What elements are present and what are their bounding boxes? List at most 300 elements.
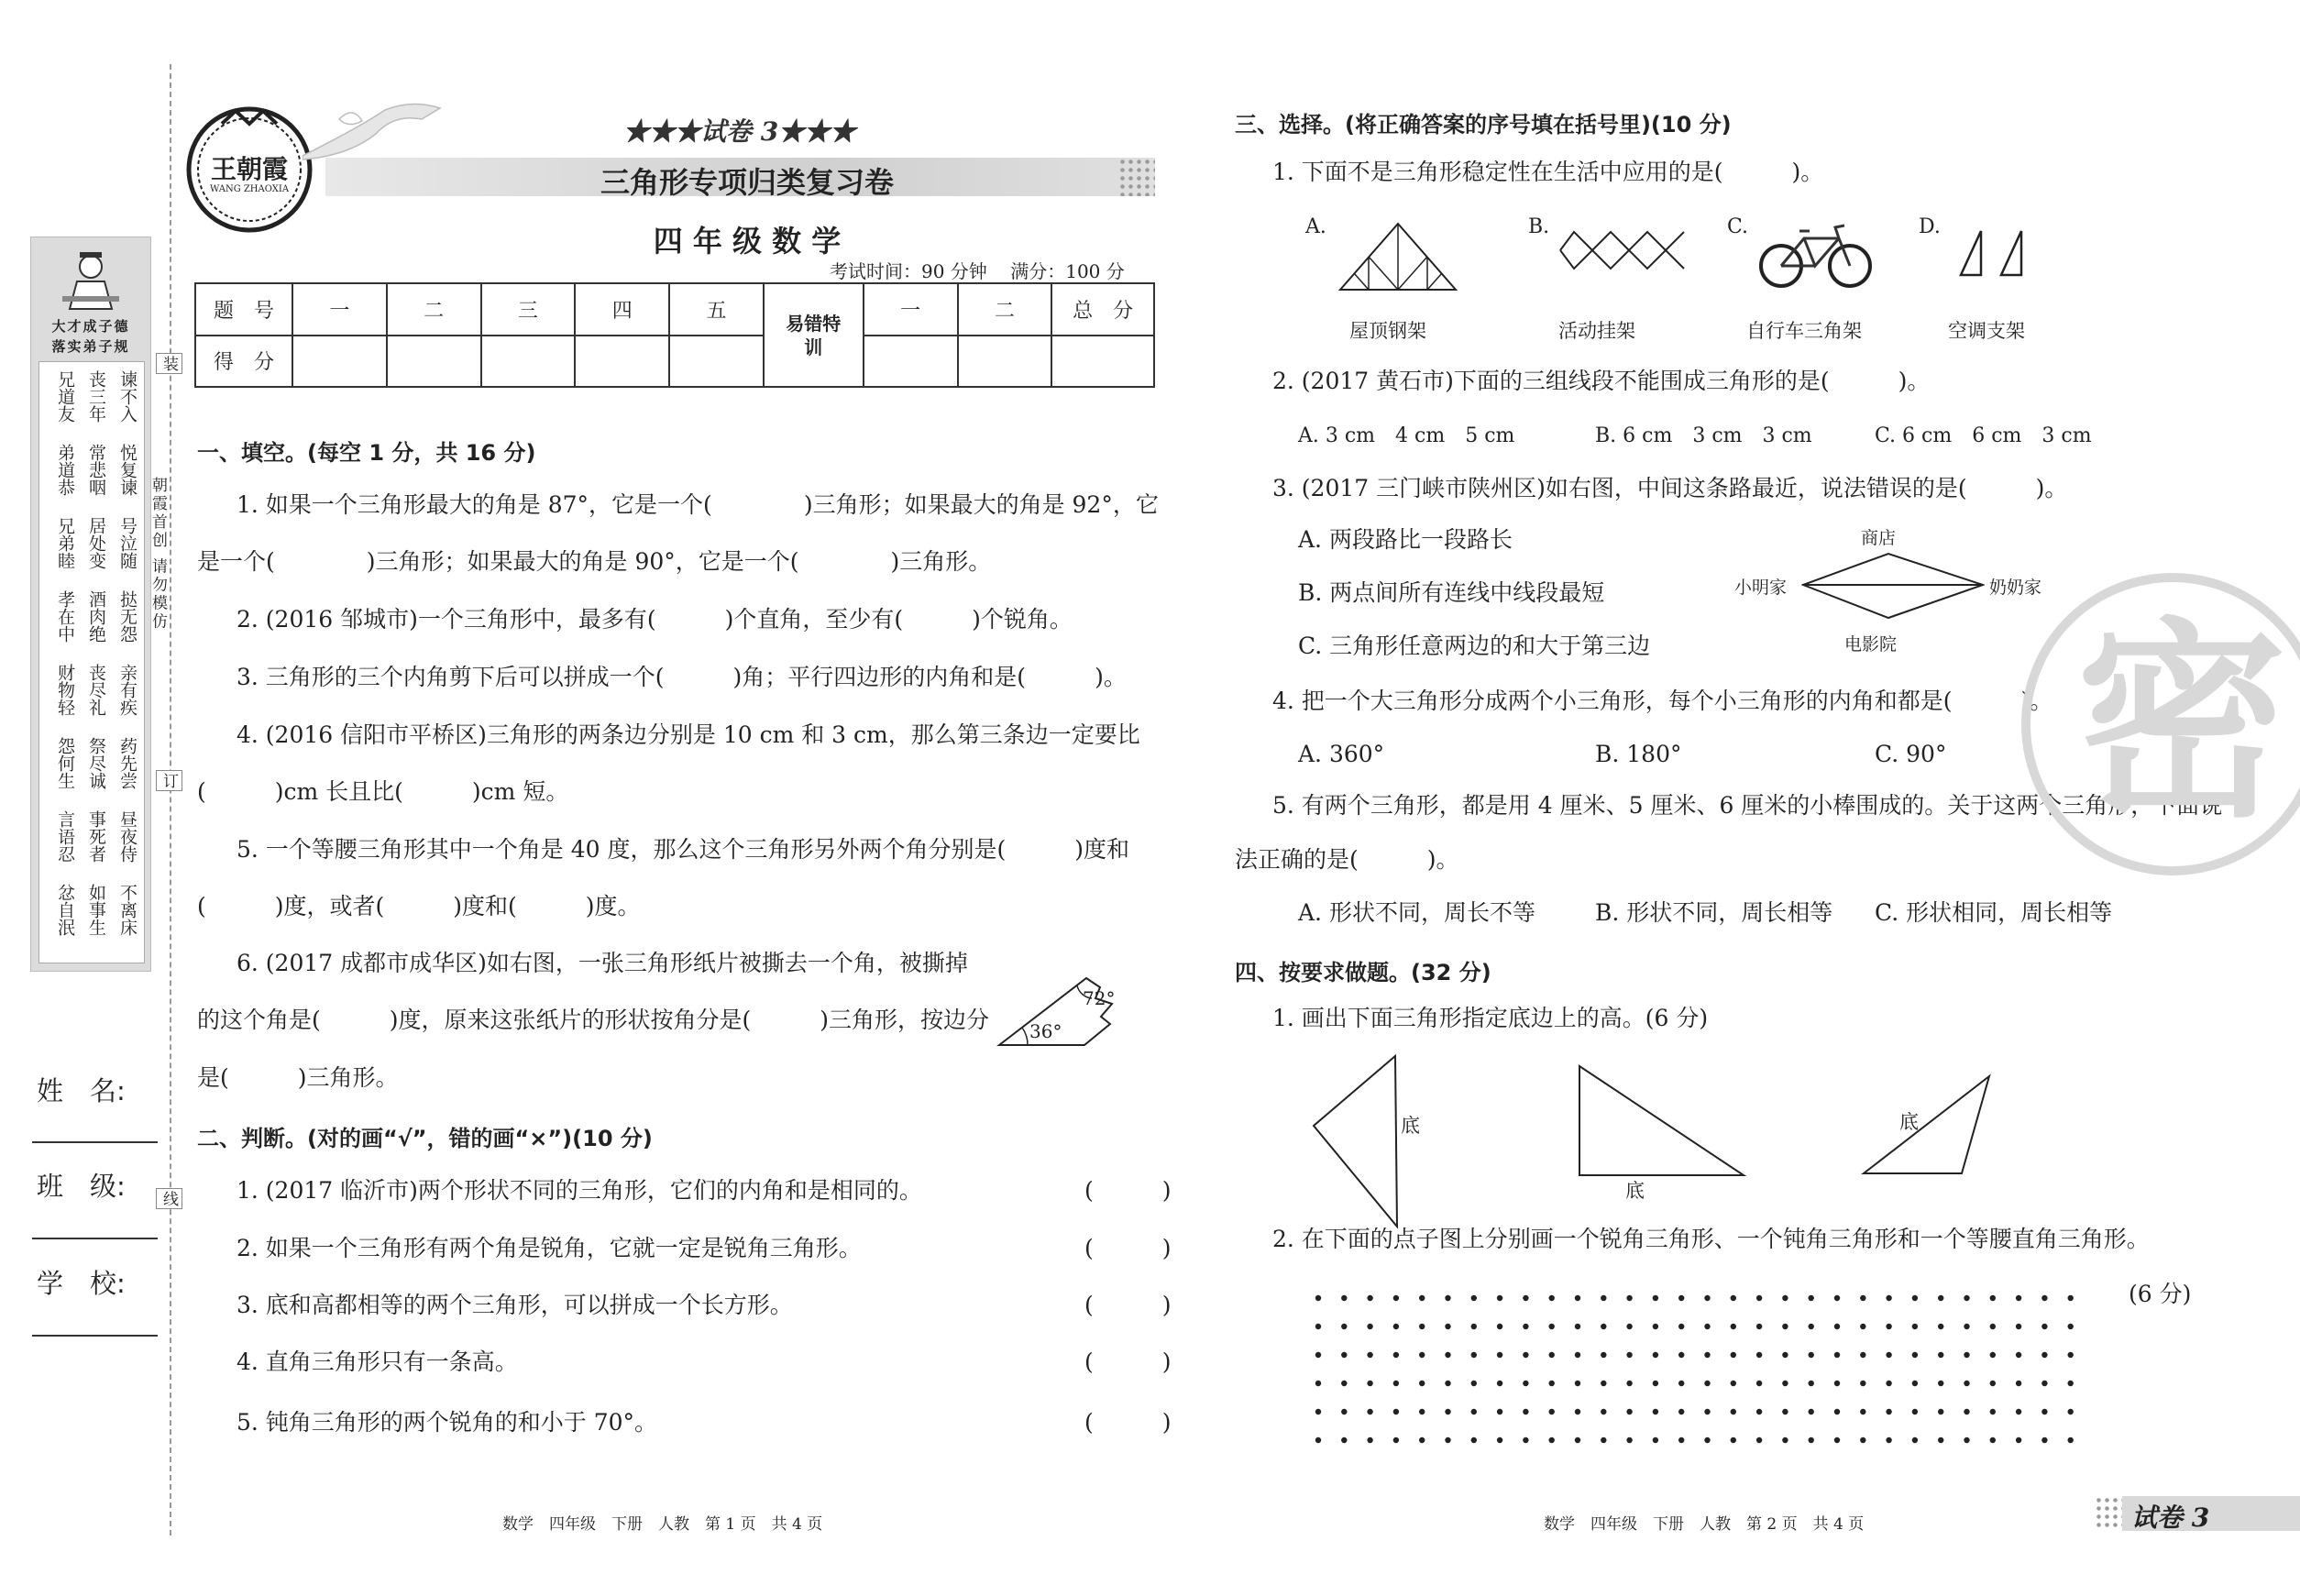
section2-heading: 二、判断。(对的画“√”，错的画“×”)(10 分)	[197, 1126, 653, 1151]
grid-dot	[1678, 1437, 1684, 1443]
grid-dot	[1990, 1381, 1996, 1386]
choice-q5-option-c: C. 形状相同，周长相等	[1875, 899, 2113, 926]
verse-column: 兄弟睦	[55, 517, 75, 569]
binding-dashed-line	[170, 64, 171, 1535]
brand-logo	[185, 105, 314, 234]
grid-dot	[1886, 1437, 1891, 1443]
option-d-letter: D.	[1919, 215, 1941, 238]
grid-dot	[1575, 1295, 1580, 1301]
brand-pinyin: WANG ZHAOXIA	[209, 184, 290, 194]
grid-dot	[1549, 1409, 1555, 1414]
verse-column: 丧尽礼	[86, 664, 106, 716]
grid-dot	[1315, 1352, 1321, 1358]
grid-dot	[1523, 1324, 1528, 1329]
grid-dot	[1704, 1381, 1710, 1386]
grid-dot	[1964, 1295, 1969, 1301]
motto-top: 大才成子德	[51, 318, 130, 335]
route-label-home: 小明家	[1734, 578, 1788, 598]
grid-dot	[1549, 1295, 1555, 1301]
grid-dot	[1886, 1295, 1891, 1301]
score-cell-header: 四	[575, 283, 669, 336]
grid-dot	[1653, 1409, 1658, 1414]
grid-dot	[2016, 1381, 2021, 1386]
route-label-cinema: 电影院	[1844, 634, 1898, 655]
judge-answer-1[interactable]: ( )	[1084, 1177, 1172, 1204]
grid-dot	[1575, 1409, 1580, 1414]
grid-dot	[1860, 1295, 1865, 1301]
verse-column: 挞无怨	[117, 590, 138, 643]
grid-dot	[1523, 1352, 1528, 1358]
grid-dot	[1315, 1324, 1321, 1329]
grid-dot	[2068, 1295, 2074, 1301]
verse-columns	[44, 370, 139, 957]
grid-dot	[1912, 1381, 1918, 1386]
score-table	[194, 282, 1155, 388]
choice-q2-option-a: A. 3 cm 4 cm 5 cm	[1298, 424, 1515, 447]
grid-dot	[1445, 1295, 1450, 1301]
grid-dot	[1860, 1324, 1865, 1329]
option-a-caption: 屋顶钢架	[1349, 320, 1426, 342]
grid-dot	[2041, 1324, 2047, 1329]
grid-dot	[1341, 1324, 1347, 1329]
choice-q4: 4. 把一个大三角形分成两个小三角形，每个小三角形的内角和都是( )。	[1272, 688, 2053, 714]
task-q1: 1. 画出下面三角形指定底边上的高。(6 分)	[1272, 1005, 1709, 1031]
grid-dot	[1809, 1352, 1814, 1358]
grid-dot	[1315, 1381, 1321, 1386]
fill-q1-line1: 1. 如果一个三角形最大的角是 87°，它是一个( )三角形；如果最大的角是 92°，它	[237, 491, 1159, 518]
task-q2: 2. 在下面的点子图上分别画一个锐角三角形、一个钝角三角形和一个等腰直角三角形。	[1272, 1226, 2150, 1252]
grid-dot	[1575, 1381, 1580, 1386]
grid-dot	[1938, 1381, 1943, 1386]
grid-dot	[2041, 1409, 2047, 1414]
grid-dot	[1964, 1324, 1969, 1329]
grid-dot	[1938, 1324, 1943, 1329]
grid-dot	[1834, 1352, 1840, 1358]
score-input[interactable]	[958, 336, 1052, 388]
grid-dot	[1860, 1381, 1865, 1386]
grid-dot	[1731, 1381, 1736, 1386]
grid-dot	[1419, 1381, 1425, 1386]
title-band-dots	[1118, 158, 1155, 196]
grid-dot	[1731, 1437, 1736, 1443]
verse-column: 不离床	[117, 884, 138, 936]
verse-column: 事死者	[86, 810, 106, 863]
grid-dot	[1419, 1409, 1425, 1414]
triangle-figure-2[interactable]	[1577, 1063, 1746, 1178]
cut-mark-1: 装	[156, 353, 182, 374]
grid-dot	[1341, 1437, 1347, 1443]
grid-dot	[1964, 1352, 1969, 1358]
verse-column: 居处变	[86, 517, 106, 569]
grid-dot	[1938, 1437, 1943, 1443]
grid-dot	[1626, 1409, 1632, 1414]
grid-dot	[1990, 1437, 1996, 1443]
grid-dot	[1756, 1409, 1762, 1414]
verse-column: 兄道友	[55, 370, 75, 423]
judge-item-2: 2. 如果一个三角形有两个角是锐角，它就一定是锐角三角形。	[237, 1235, 862, 1261]
school-field[interactable]	[32, 1335, 158, 1337]
verse-column: 常悲咽	[86, 444, 106, 496]
judge-answer-5[interactable]: ( )	[1084, 1409, 1172, 1436]
grid-dot	[1886, 1352, 1891, 1358]
grid-dot	[1367, 1409, 1372, 1414]
grid-dot	[1315, 1295, 1321, 1301]
grid-dot	[1393, 1295, 1399, 1301]
grid-dot	[1678, 1409, 1684, 1414]
grid-dot	[1341, 1295, 1347, 1301]
grid-dot	[1471, 1324, 1477, 1329]
fill-q6-line1: 6. (2017 成都市成华区)如右图，一张三角形纸片被撕去一个角，被撕掉	[237, 950, 968, 976]
roof-truss-figure	[1338, 220, 1458, 293]
option-b-caption: 活动挂架	[1558, 320, 1635, 342]
grid-dot	[1782, 1381, 1788, 1386]
grid-dot	[1367, 1352, 1372, 1358]
grid-dot	[1471, 1437, 1477, 1443]
judge-answer-3[interactable]: ( )	[1084, 1292, 1172, 1318]
base-label-3: 底	[1899, 1111, 1919, 1133]
score-cell-header: 二	[387, 283, 481, 336]
grid-dot	[2068, 1352, 2074, 1358]
verse-column: 怨何生	[55, 737, 75, 789]
grid-dot	[1575, 1352, 1580, 1358]
grid-dot	[1938, 1409, 1943, 1414]
grid-dot	[1341, 1381, 1347, 1386]
grid-dot	[1912, 1295, 1918, 1301]
grid-dot	[1445, 1381, 1450, 1386]
grid-dot	[1471, 1381, 1477, 1386]
grid-dot	[1912, 1324, 1918, 1329]
verse-column: 药先尝	[117, 737, 138, 789]
secret-stamp	[2021, 573, 2300, 875]
grid-dot	[2016, 1352, 2021, 1358]
judge-item-3: 3. 底和高都相等的两个三角形，可以拼成一个长方形。	[237, 1292, 793, 1318]
score-table-header-row	[195, 283, 1154, 336]
grid-dot	[1860, 1437, 1865, 1443]
option-a-letter: A.	[1305, 215, 1326, 238]
coat-rack-figure	[1558, 227, 1687, 273]
fill-q4-line1: 4. (2016 信阳市平桥区)三角形的两条边分别是 10 cm 和 3 cm，那么第三条边一定要比	[237, 721, 1140, 748]
choice-q4-option-c: C. 90°	[1875, 741, 1947, 767]
grid-dot	[1653, 1295, 1658, 1301]
angle-label-36: 36°	[1029, 1020, 1062, 1042]
grid-dot	[1678, 1352, 1684, 1358]
motto-bottom: 落实弟子规	[51, 338, 130, 355]
grid-dot	[1782, 1437, 1788, 1443]
grid-dot	[1782, 1324, 1788, 1329]
grid-dot	[1653, 1352, 1658, 1358]
judge-item-4: 4. 直角三角形只有一条高。	[237, 1348, 518, 1375]
choice-q2-option-b: B. 6 cm 3 cm 3 cm	[1595, 424, 1812, 447]
verse-column: 忿自泯	[55, 884, 75, 936]
scholar-illustration	[59, 248, 123, 313]
score-input[interactable]	[669, 336, 764, 388]
verse-column: 孝在中	[55, 590, 75, 643]
name-field[interactable]	[32, 1141, 158, 1143]
choice-q2-option-c: C. 6 cm 6 cm 3 cm	[1875, 424, 2092, 447]
verse-column: 谏不入	[117, 370, 138, 423]
score-input[interactable]	[1051, 336, 1154, 388]
grid-dot	[1990, 1352, 1996, 1358]
grid-dot	[1704, 1295, 1710, 1301]
grid-dot	[1471, 1352, 1477, 1358]
grid-dot	[1834, 1381, 1840, 1386]
grid-dot	[1964, 1409, 1969, 1414]
grid-dot	[1497, 1409, 1502, 1414]
grid-dot	[1445, 1324, 1450, 1329]
angle-label-72: 72°	[1083, 987, 1116, 1009]
grid-dot	[1523, 1437, 1528, 1443]
choice-q4-option-a: A. 360°	[1298, 741, 1385, 767]
grid-dot	[1886, 1324, 1891, 1329]
fill-q5-line2: ( )度，或者( )度和( )度。	[197, 893, 641, 919]
grid-dot	[1315, 1409, 1321, 1414]
choice-q1: 1. 下面不是三角形稳定性在生活中应用的是( )。	[1272, 159, 1824, 185]
grid-dot	[1756, 1381, 1762, 1386]
cut-mark-3: 线	[156, 1188, 182, 1209]
grid-dot	[2016, 1409, 2021, 1414]
option-b-letter: B.	[1528, 215, 1550, 238]
grid-dot	[1834, 1437, 1840, 1443]
score-input[interactable]	[864, 336, 958, 388]
grid-dot	[1523, 1295, 1528, 1301]
grid-dot	[2068, 1324, 2074, 1329]
grid-dot	[1393, 1352, 1399, 1358]
choice-q3: 3. (2017 三门峡市陕州区)如右图，中间这条路最近，说法错误的是( )。	[1272, 475, 2068, 501]
grid-dot	[1419, 1295, 1425, 1301]
base-label-2: 底	[1625, 1180, 1645, 1202]
grid-dot	[2068, 1381, 2074, 1386]
option-c-letter: C.	[1727, 215, 1749, 238]
grid-dot	[1497, 1381, 1502, 1386]
fill-q2: 2. (2016 邹城市)一个三角形中，最多有( )个直角，至少有( )个锐角。	[237, 606, 1073, 633]
page-subtitle: 四 年 级 数 学	[653, 224, 842, 259]
score-cell-special: 易错特训	[764, 283, 864, 387]
score-cell-header: 二	[958, 283, 1052, 336]
grid-dot	[1938, 1352, 1943, 1358]
grid-dot	[1601, 1352, 1606, 1358]
name-label: 姓 名:	[37, 1075, 126, 1106]
grid-dot	[1367, 1437, 1372, 1443]
grid-dot	[1471, 1295, 1477, 1301]
class-field[interactable]	[32, 1238, 158, 1239]
school-label: 学 校:	[37, 1268, 126, 1299]
grid-dot	[1809, 1437, 1814, 1443]
triangle-figure-1[interactable]	[1311, 1054, 1412, 1228]
grid-dot	[2041, 1437, 2047, 1443]
grid-dot	[1782, 1295, 1788, 1301]
grid-dot	[1497, 1437, 1502, 1443]
grid-dot	[1626, 1324, 1632, 1329]
grid-dot	[1964, 1381, 1969, 1386]
grid-dot	[1860, 1409, 1865, 1414]
grid-dot	[1367, 1295, 1372, 1301]
grid-dot	[1809, 1409, 1814, 1414]
grid-dot	[1731, 1295, 1736, 1301]
exam-info: 考试时间：90 分钟 满分：100 分	[830, 260, 1125, 282]
verse-column: 悦复谏	[117, 444, 138, 496]
grid-dot	[1964, 1437, 1969, 1443]
paper-label: ★★★试卷 3★★★	[623, 116, 856, 147]
section3-heading: 三、选择。(将正确答案的序号填在括号里)(10 分)	[1235, 112, 1732, 138]
choice-q3-option-c: C. 三角形任意两边的和大于第三边	[1298, 633, 1651, 659]
grid-dot	[1912, 1352, 1918, 1358]
grid-dot	[1678, 1324, 1684, 1329]
grid-dot	[1860, 1352, 1865, 1358]
ribbon-swoosh	[303, 101, 449, 165]
grid-dot	[1653, 1437, 1658, 1443]
torn-triangle-figure	[995, 967, 1118, 1050]
grid-dot	[1601, 1381, 1606, 1386]
judge-answer-4[interactable]: ( )	[1084, 1348, 1172, 1375]
grid-dot	[1549, 1437, 1555, 1443]
grid-dot	[1497, 1295, 1502, 1301]
grid-dot	[1393, 1324, 1399, 1329]
grid-dot	[1990, 1295, 1996, 1301]
grid-dot	[2068, 1409, 2074, 1414]
notice-text: 朝霞首创 请勿模仿	[149, 477, 167, 632]
grid-dot	[1393, 1409, 1399, 1414]
choice-q3-option-a: A. 两段路比一段路长	[1298, 526, 1513, 553]
grid-dot	[1419, 1324, 1425, 1329]
class-label: 班 级:	[37, 1171, 126, 1202]
task-q2-points: (6 分)	[2129, 1281, 2192, 1307]
score-cell-header: 一	[292, 283, 387, 336]
corner-dots	[2095, 1496, 2122, 1531]
grid-dot	[1834, 1324, 1840, 1329]
grid-dot	[1809, 1324, 1814, 1329]
choice-q5-line2: 法正确的是( )。	[1235, 846, 1459, 873]
grid-dot	[1367, 1381, 1372, 1386]
grid-dot	[1445, 1409, 1450, 1414]
base-label-1: 底	[1401, 1115, 1420, 1137]
grid-dot	[1497, 1352, 1502, 1358]
verse-column: 丧三年	[86, 370, 106, 423]
footer-right: 数学 四年级 下册 人教 第 2 页 共 4 页	[1544, 1515, 1865, 1534]
verse-column: 言语忍	[55, 810, 75, 863]
score-input[interactable]	[292, 336, 387, 388]
score-cell-header: 一	[864, 283, 958, 336]
grid-dot	[1990, 1409, 1996, 1414]
grid-dot	[1497, 1324, 1502, 1329]
grid-dot	[1626, 1352, 1632, 1358]
secret-stamp-char: 密	[2075, 601, 2287, 846]
grid-dot	[1653, 1324, 1658, 1329]
grid-dot	[2068, 1437, 2074, 1443]
score-cell-header: 五	[669, 283, 764, 336]
grid-dot	[1756, 1324, 1762, 1329]
grid-dot	[1445, 1352, 1450, 1358]
grid-dot	[1834, 1409, 1840, 1414]
grid-dot	[1601, 1295, 1606, 1301]
grid-dot	[1601, 1324, 1606, 1329]
grid-dot	[1653, 1381, 1658, 1386]
score-input[interactable]	[387, 336, 481, 388]
section1-heading: 一、填空。(每空 1 分，共 16 分)	[197, 440, 536, 466]
verse-column: 如事生	[86, 884, 106, 936]
score-cell-header: 三	[481, 283, 576, 336]
judge-item-1: 1. (2017 临沂市)两个形状不同的三角形，它们的内角和是相同的。	[237, 1177, 922, 1204]
score-cell-header: 题 号	[195, 283, 292, 336]
verse-column: 号泣随	[117, 517, 138, 569]
grid-dot	[1575, 1324, 1580, 1329]
choice-q3-option-b: B. 两点间所有连线中线段最短	[1298, 579, 1605, 606]
section4-heading: 四、按要求做题。(32 分)	[1235, 960, 1491, 985]
grid-dot	[1341, 1352, 1347, 1358]
grid-dot	[1393, 1437, 1399, 1443]
grid-dot	[1756, 1437, 1762, 1443]
fill-q6-line2: 的这个角是( )度，原来这张纸片的形状按角分是( )三角形，按边分	[197, 1007, 990, 1033]
grid-dot	[1367, 1324, 1372, 1329]
score-input[interactable]	[481, 336, 576, 388]
grid-dot	[1549, 1352, 1555, 1358]
choice-q4-option-b: B. 180°	[1595, 741, 1682, 767]
score-cell-header: 总 分	[1051, 283, 1154, 336]
score-input[interactable]	[575, 336, 669, 388]
judge-answer-2[interactable]: ( )	[1084, 1235, 1172, 1261]
grid-dot	[1990, 1324, 1996, 1329]
route-figure	[1801, 550, 1985, 623]
grid-dot	[1419, 1352, 1425, 1358]
grid-dot	[2016, 1437, 2021, 1443]
grid-dot	[1756, 1352, 1762, 1358]
grid-dot	[2041, 1352, 2047, 1358]
grid-dot	[1523, 1409, 1528, 1414]
triangle-figure-3[interactable]	[1861, 1073, 1994, 1178]
grid-dot	[2041, 1381, 2047, 1386]
grid-dot	[1549, 1324, 1555, 1329]
option-c-caption: 自行车三角架	[1746, 320, 1862, 342]
grid-dot	[1626, 1437, 1632, 1443]
verse-column: 昼夜侍	[117, 810, 138, 863]
grid-dot	[1756, 1295, 1762, 1301]
grid-dot	[1315, 1437, 1321, 1443]
choice-q5-option-b: B. 形状不同，周长相等	[1595, 899, 1833, 926]
grid-dot	[1938, 1295, 1943, 1301]
grid-dot	[1419, 1437, 1425, 1443]
grid-dot	[2016, 1295, 2021, 1301]
grid-dot	[1704, 1324, 1710, 1329]
route-label-shop: 商店	[1861, 528, 1897, 548]
grid-dot	[1886, 1381, 1891, 1386]
grid-dot	[1704, 1409, 1710, 1414]
grid-dot	[2041, 1295, 2047, 1301]
choice-q5-line1: 5. 有两个三角形，都是用 4 厘米、5 厘米、6 厘米的小棒围成的。关于这两个三角形，下面说	[1272, 792, 2223, 819]
judge-item-5: 5. 钝角三角形的两个锐角的和小于 70°。	[237, 1409, 658, 1436]
grid-dot	[1523, 1381, 1528, 1386]
grid-dot	[1626, 1381, 1632, 1386]
grid-dot	[1782, 1352, 1788, 1358]
grid-dot	[1809, 1381, 1814, 1386]
grid-dot	[1731, 1324, 1736, 1329]
route-label-grandma: 奶奶家	[1989, 578, 2042, 598]
motto-sidebar	[30, 237, 151, 972]
choice-q2: 2. (2017 黄石市)下面的三组线段不能围成三角形的是( )。	[1272, 368, 1931, 394]
grid-dot	[1341, 1409, 1347, 1414]
ac-bracket-figure	[1957, 229, 2026, 280]
grid-dot	[1678, 1295, 1684, 1301]
grid-dot	[1912, 1437, 1918, 1443]
grid-dot	[1678, 1381, 1684, 1386]
grid-dot	[1886, 1409, 1891, 1414]
verse-column: 祭尽诚	[86, 737, 106, 789]
verse-column: 酒肉绝	[86, 590, 106, 643]
fill-q6-line3: 是( )三角形。	[197, 1064, 399, 1091]
dot-grid[interactable]	[1311, 1291, 2099, 1465]
grid-dot	[1393, 1381, 1399, 1386]
grid-dot	[1445, 1437, 1450, 1443]
verse-column: 亲有疾	[117, 664, 138, 716]
verse-column: 弟道恭	[55, 444, 75, 496]
